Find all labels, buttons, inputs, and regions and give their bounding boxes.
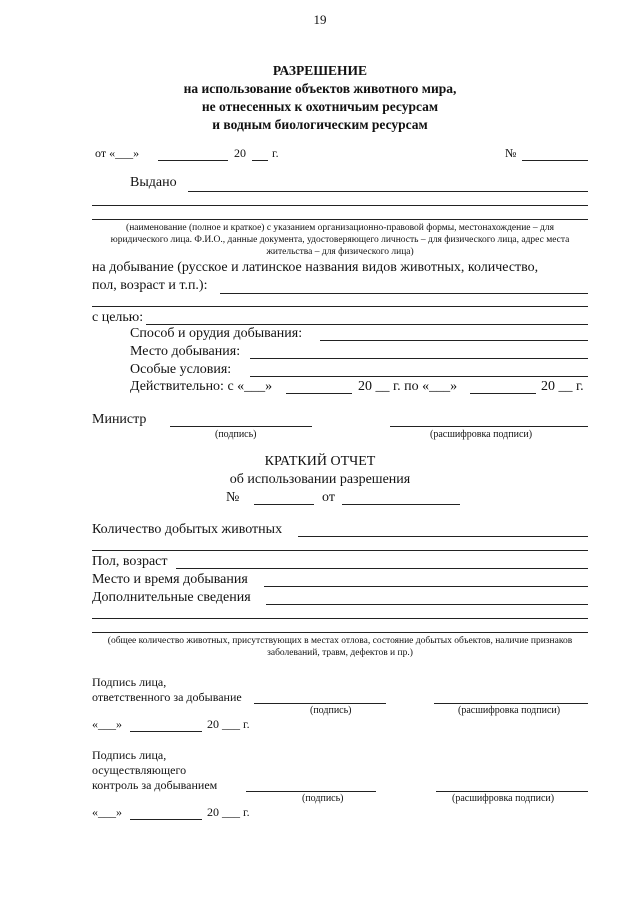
method-label: Способ и орудия добывания: [130,326,303,341]
control-signature-line2: осуществляющего [92,763,187,777]
document-title: РАЗРЕШЕНИЕ [272,63,368,78]
minister-sign-blank [170,426,312,427]
resp-signature-line2: ответственного за добывание [92,690,242,704]
resp-sign-caption: (подпись) [310,705,352,716]
animals-count-label: Количество добытых животных [92,522,283,537]
control-decode-caption: (расшифровка подписи) [452,793,555,804]
report-title: КРАТКИЙ ОТЧЕТ [264,454,376,469]
minister-decode-blank [390,426,588,427]
issued-blank-3 [92,219,588,220]
permit-number-label: № [505,146,517,160]
document-title-line2: на использование объектов животного мира, [183,81,457,96]
additional-info-blank-3 [92,632,588,633]
report-number-blank [254,504,314,505]
resp-date-prefix: «___» [92,717,122,731]
issued-blank-1 [188,191,588,192]
extraction-label-line2: пол, возраст и т.п.): [92,278,208,293]
resp-signature-line1: Подпись лица, [92,675,167,689]
page-number: 19 [313,12,327,27]
control-date-year: 20 ___ г. [207,805,250,819]
animals-count-blank [298,536,588,537]
valid-from-month-blank [286,393,352,394]
date-g-label: г. [272,146,279,160]
date-month-blank [158,160,228,161]
control-sign-blank [246,791,376,792]
additional-info-blank [266,604,588,605]
control-signature-line3: контроль за добыванием [92,778,218,792]
minister-decode-caption: (расшифровка подписи) [430,429,533,440]
extraction-label-line1: на добывание (русское и латинское названия видов животных, количество, [92,260,539,275]
date-year-blank [252,160,268,161]
valid-from-label: Действительно: с «___» [130,379,273,394]
report-fields-note: (общее количество животных, присутствующих в местах отлова, состояние добытых объектов, наличие признаков заболеваний, травм, дефектов и пр.) [107,636,573,658]
control-date-month-blank [130,819,202,820]
minister-label: Министр [92,412,147,427]
extraction-blank-1 [220,293,588,294]
additional-info-label: Дополнительные сведения [92,590,251,605]
permit-number-blank [522,160,588,161]
valid-to-year: 20 __ г. [541,379,584,394]
date-from-label: от «___» [95,146,140,160]
control-sign-caption: (подпись) [302,793,344,804]
resp-date-year: 20 ___ г. [207,717,250,731]
valid-to-label: 20 __ г. по «___» [358,379,458,394]
place-time-blank [264,586,588,587]
report-date-blank [342,504,460,505]
animals-count-blank-2 [92,550,588,551]
extraction-blank-2 [92,306,588,307]
sex-age-blank [176,568,588,569]
issued-label: Выдано [130,175,177,190]
place-label: Место добывания: [130,344,241,359]
document-title-line4: и водным биологическим ресурсам [212,117,428,132]
method-blank [320,340,588,341]
special-conditions-blank [250,376,588,377]
resp-decode-blank [434,703,588,704]
purpose-label: с целью: [92,310,144,325]
additional-info-blank-2 [92,618,588,619]
control-date-prefix: «___» [92,805,122,819]
issued-blank-2 [92,205,588,206]
report-number-label: № [226,490,240,505]
report-from-label: от [322,490,335,505]
date-year-label: 20 [234,146,246,160]
issued-note: (наименование (полное и краткое) с указанием организационно-правовой формы, местонахождение – для юридического лица. Ф.И.О., данные документа, удостоверяющего личность – для физического лица, адрес места жительства – для физического лица) [110,223,570,257]
control-signature-line1: Подпись лица, [92,748,167,762]
document-title-line3: не отнесенных к охотничьим ресурсам [201,99,439,114]
valid-to-month-blank [470,393,536,394]
resp-sign-blank [254,703,386,704]
place-blank [250,358,588,359]
purpose-blank [146,324,588,325]
resp-decode-caption: (расшифровка подписи) [458,705,561,716]
minister-sign-caption: (подпись) [215,429,257,440]
special-conditions-label: Особые условия: [130,362,232,377]
sex-age-label: Пол, возраст [92,554,168,569]
place-time-label: Место и время добывания [92,572,248,587]
report-subtitle: об использовании разрешения [229,472,411,487]
resp-date-month-blank [130,731,202,732]
control-decode-blank [436,791,588,792]
